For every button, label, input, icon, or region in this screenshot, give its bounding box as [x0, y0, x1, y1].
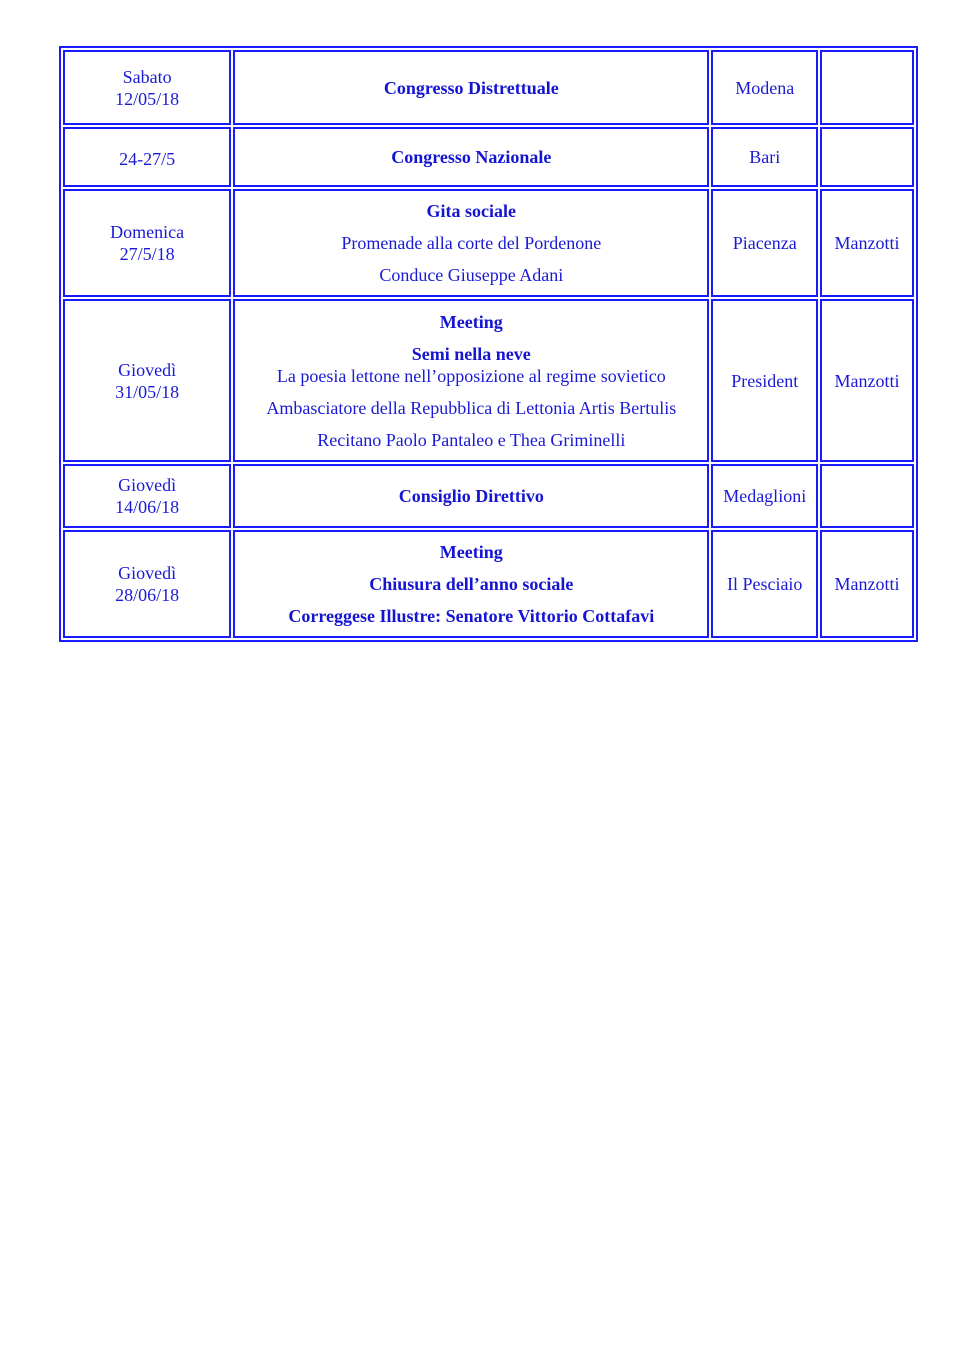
host-cell [820, 50, 914, 125]
event-title: Meeting [439, 311, 503, 332]
host-cell: Manzotti [820, 189, 914, 297]
event-title: Congresso Distrettuale [383, 77, 559, 98]
date-weekday: Sabato [122, 66, 172, 87]
date-value: 28/06/18 [115, 585, 180, 605]
place-cell: Il Pesciaio [711, 530, 818, 638]
date-weekday: Giovedì [118, 475, 177, 495]
date-value: 31/05/18 [115, 381, 180, 402]
table-row [63, 50, 914, 125]
event-line: Ambasciatore della Repubblica di Lettonia Artis Bertulis [266, 397, 677, 418]
date-cell [63, 530, 231, 638]
place-cell: President [711, 299, 818, 462]
event-line: Recitano Paolo Pantaleo e Thea Griminelli [317, 429, 626, 450]
date-value: 27/5/18 [119, 244, 175, 264]
event-subtitle: Chiusura dell’anno sociale [369, 574, 574, 594]
date-value: 14/06/18 [115, 497, 180, 517]
event-line: Correggese Illustre: Senatore Vittorio Cottafavi [288, 606, 655, 626]
place-cell: Medaglioni [711, 464, 818, 528]
date-cell [63, 189, 231, 297]
event-title: Consiglio Direttivo [398, 486, 544, 506]
date-value: 12/05/18 [115, 88, 180, 109]
host-cell: Manzotti [820, 299, 914, 462]
table-row [63, 299, 914, 462]
event-cell [233, 50, 709, 125]
table-row [63, 189, 914, 297]
event-cell [233, 299, 709, 462]
host-cell [820, 464, 914, 528]
schedule-table [59, 46, 918, 642]
table-row [63, 464, 914, 528]
date-weekday: Domenica [110, 222, 185, 242]
event-cell [233, 189, 709, 297]
table-row [63, 530, 914, 638]
place-cell: Modena [711, 50, 818, 125]
event-cell [233, 127, 709, 187]
date-weekday: Giovedì [118, 563, 177, 583]
event-title: Gita sociale [426, 201, 517, 221]
host-cell: Manzotti [820, 530, 914, 638]
event-line: Promenade alla corte del Pordenone [341, 233, 602, 253]
date-weekday: Giovedì [118, 359, 177, 380]
event-title: Meeting [439, 542, 503, 562]
place-cell: Piacenza [711, 189, 818, 297]
event-line: La poesia lettone nell’opposizione al regime sovietico [276, 365, 666, 386]
date-cell [63, 464, 231, 528]
event-title: Congresso Nazionale [391, 147, 552, 167]
event-cell [233, 464, 709, 528]
date-cell [63, 50, 231, 125]
date-cell [63, 127, 231, 187]
table-row [63, 127, 914, 187]
host-cell [820, 127, 914, 187]
date-value: 24-27/5 [119, 149, 176, 169]
event-cell [233, 530, 709, 638]
event-subtitle: Semi nella neve [411, 343, 531, 364]
event-line: Conduce Giuseppe Adani [379, 265, 564, 285]
date-cell [63, 299, 231, 462]
place-cell: Bari [711, 127, 818, 187]
